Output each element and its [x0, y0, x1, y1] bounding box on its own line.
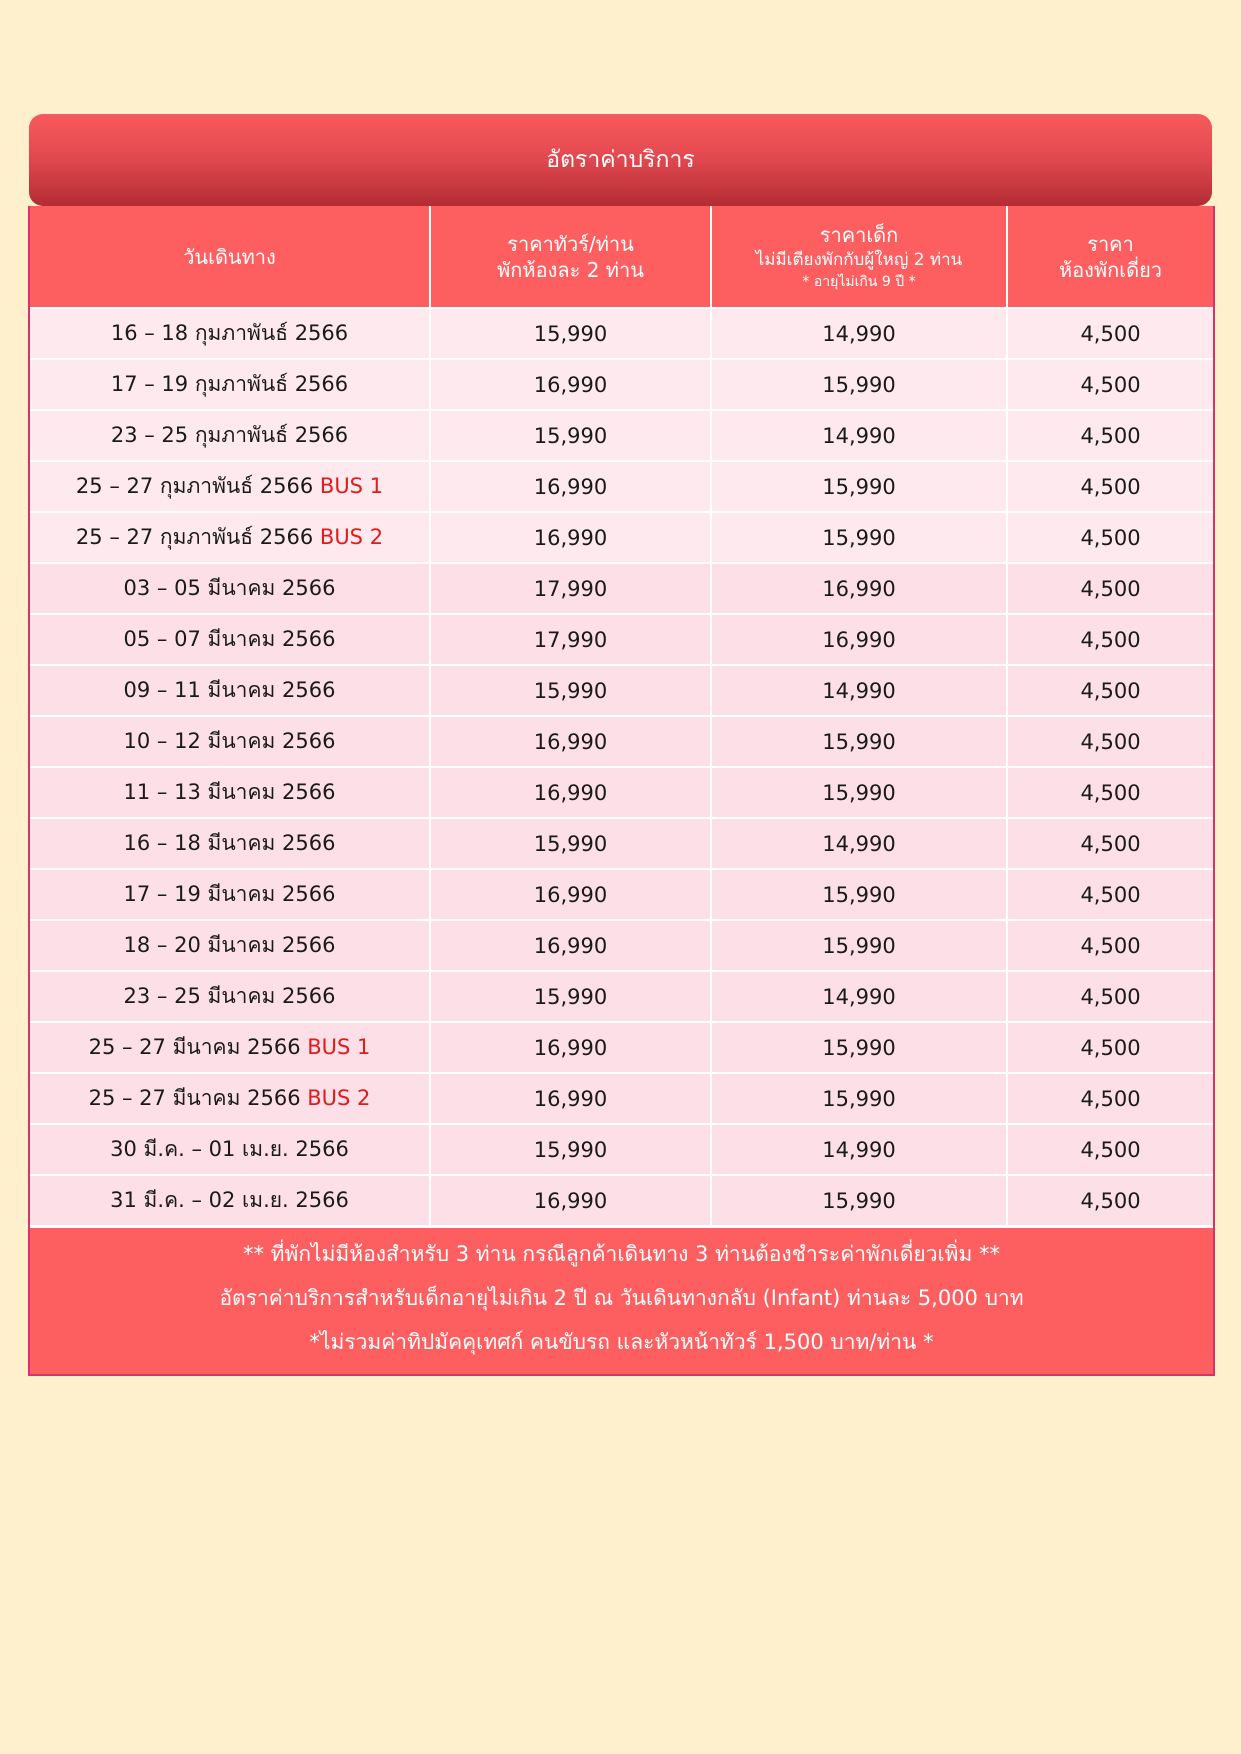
cell-single-room-price: 4,500: [1007, 869, 1213, 920]
cell-date: [30, 1073, 430, 1124]
cell-single-room-price: 4,500: [1007, 563, 1213, 614]
cell-date: [30, 410, 430, 461]
cell-adult-price: 16,990: [430, 767, 711, 818]
cell-adult-price: 16,990: [430, 512, 711, 563]
cell-single-room-price: 4,500: [1007, 461, 1213, 512]
table-row: [30, 512, 1213, 563]
cell-child-price: 14,990: [711, 308, 1007, 359]
cell-adult-price: 16,990: [430, 920, 711, 971]
travel-date: 25 – 27 กุมภาพันธ์ 2566: [75, 474, 314, 498]
cell-single-room-price: 4,500: [1007, 920, 1213, 971]
cell-date: [30, 716, 430, 767]
travel-date: 03 – 05 มีนาคม 2566: [123, 576, 336, 600]
cell-date: [30, 614, 430, 665]
travel-date: 25 – 27 มีนาคม 2566: [88, 1086, 301, 1110]
cell-date: [30, 971, 430, 1022]
cell-adult-price: 15,990: [430, 665, 711, 716]
table-row: [30, 665, 1213, 716]
travel-date: 16 – 18 มีนาคม 2566: [123, 831, 336, 855]
note-no-triple-room: ** ที่พักไม่มีห้องสำหรับ 3 ท่าน กรณีลูกค้าเดินทาง 3 ท่านต้องชำระค่าพักเดี่ยวเพิ่ม **: [242, 1242, 1001, 1266]
cell-child-price: 14,990: [711, 818, 1007, 869]
cell-single-room-price: 4,500: [1007, 1022, 1213, 1073]
travel-date: 25 – 27 มีนาคม 2566: [88, 1035, 301, 1059]
cell-date: [30, 1124, 430, 1175]
cell-date: [30, 767, 430, 818]
cell-child-price: 16,990: [711, 563, 1007, 614]
table-row: [30, 767, 1213, 818]
table-row: [30, 818, 1213, 869]
header-adult-price: [430, 206, 711, 308]
cell-single-room-price: 4,500: [1007, 512, 1213, 563]
note-tips-excluded: *ไม่รวมค่าทิปมัคคุเทศก์ คนขับรถ และหัวหน้าทัวร์ 1,500 บาท/ท่าน *: [309, 1330, 934, 1354]
cell-date: [30, 1175, 430, 1226]
cell-single-room-price: 4,500: [1007, 716, 1213, 767]
cell-date: [30, 308, 430, 359]
cell-date: [30, 359, 430, 410]
cell-adult-price: 16,990: [430, 1022, 711, 1073]
cell-child-price: 15,990: [711, 920, 1007, 971]
cell-child-price: 16,990: [711, 614, 1007, 665]
notes-footer: [30, 1227, 1213, 1374]
table-row: [30, 869, 1213, 920]
bus-label: BUS 1: [319, 474, 384, 498]
cell-adult-price: 17,990: [430, 614, 711, 665]
cell-single-room-price: 4,500: [1007, 1073, 1213, 1124]
header-date: [30, 206, 430, 308]
cell-child-price: 15,990: [711, 869, 1007, 920]
cell-child-price: 14,990: [711, 971, 1007, 1022]
bus-label: BUS 2: [307, 1086, 371, 1110]
cell-child-price: 14,990: [711, 665, 1007, 716]
cell-child-price: 14,990: [711, 1124, 1007, 1175]
travel-date: 09 – 11 มีนาคม 2566: [123, 678, 336, 702]
cell-adult-price: 15,990: [430, 308, 711, 359]
header-single-room: [1007, 206, 1213, 308]
header-adult-line2: พักห้องละ 2 ท่าน: [497, 257, 644, 282]
cell-date: [30, 665, 430, 716]
cell-child-price: 15,990: [711, 512, 1007, 563]
cell-adult-price: 16,990: [430, 869, 711, 920]
cell-date: [30, 1022, 430, 1073]
cell-single-room-price: 4,500: [1007, 818, 1213, 869]
header-child-line1: ราคาเด็ก: [819, 222, 899, 247]
bus-label: BUS 2: [319, 525, 384, 549]
travel-date: 05 – 07 มีนาคม 2566: [123, 627, 336, 651]
table-row: [30, 563, 1213, 614]
table-row: [30, 971, 1213, 1022]
table-row: [30, 1124, 1213, 1175]
cell-date: [30, 869, 430, 920]
cell-adult-price: 16,990: [430, 461, 711, 512]
cell-child-price: 15,990: [711, 359, 1007, 410]
price-table-title: อัตราค่าบริการ: [29, 114, 1212, 206]
travel-date: 31 มี.ค. – 02 เม.ย. 2566: [110, 1188, 349, 1212]
bus-label: BUS 1: [307, 1035, 371, 1059]
header-single-line2: ห้องพักเดี่ยว: [1058, 257, 1163, 282]
cell-adult-price: 16,990: [430, 1073, 711, 1124]
travel-date: 16 – 18 กุมภาพันธ์ 2566: [110, 321, 349, 345]
table-row: [30, 1175, 1213, 1226]
table-row: [30, 359, 1213, 410]
cell-date: [30, 563, 430, 614]
table-row: [30, 1073, 1213, 1124]
cell-child-price: 15,990: [711, 1022, 1007, 1073]
travel-date: 17 – 19 กุมภาพันธ์ 2566: [110, 372, 349, 396]
note-infant-price: อัตราค่าบริการสำหรับเด็กอายุไม่เกิน 2 ปี ณ วันเดินทางกลับ (Infant) ท่านละ 5,000 บาท: [219, 1286, 1024, 1310]
travel-date: 23 – 25 กุมภาพันธ์ 2566: [110, 423, 349, 447]
table-row: [30, 410, 1213, 461]
header-date-label: วันเดินทาง: [183, 244, 276, 269]
travel-date: 18 – 20 มีนาคม 2566: [123, 933, 336, 957]
cell-adult-price: 16,990: [430, 716, 711, 767]
cell-adult-price: 15,990: [430, 971, 711, 1022]
cell-child-price: 15,990: [711, 716, 1007, 767]
header-child-line2: ไม่มีเตียงพักกับผู้ใหญ่ 2 ท่าน: [755, 249, 963, 270]
cell-date: [30, 920, 430, 971]
travel-date: 23 – 25 มีนาคม 2566: [123, 984, 336, 1008]
travel-date: 11 – 13 มีนาคม 2566: [123, 780, 336, 804]
cell-single-room-price: 4,500: [1007, 308, 1213, 359]
cell-adult-price: 15,990: [430, 1124, 711, 1175]
cell-date: [30, 461, 430, 512]
table-header-row: [30, 206, 1213, 308]
table-row: [30, 461, 1213, 512]
cell-adult-price: 16,990: [430, 1175, 711, 1226]
cell-child-price: 14,990: [711, 410, 1007, 461]
header-adult-line1: ราคาทัวร์/ท่าน: [507, 231, 634, 256]
cell-adult-price: 15,990: [430, 410, 711, 461]
table-row: [30, 716, 1213, 767]
travel-date: 10 – 12 มีนาคม 2566: [123, 729, 336, 753]
cell-adult-price: 16,990: [430, 359, 711, 410]
cell-adult-price: 17,990: [430, 563, 711, 614]
cell-single-room-price: 4,500: [1007, 665, 1213, 716]
cell-single-room-price: 4,500: [1007, 614, 1213, 665]
price-rows: [30, 308, 1213, 1226]
table-row: [30, 1022, 1213, 1073]
travel-date: 30 มี.ค. – 01 เม.ย. 2566: [110, 1137, 349, 1161]
cell-child-price: 15,990: [711, 767, 1007, 818]
header-child-line3: * อายุไม่เกิน 9 ปี *: [802, 273, 916, 290]
header-single-line1: ราคา: [1087, 231, 1134, 256]
price-table: [28, 206, 1215, 1376]
header-child-price: [711, 206, 1007, 308]
cell-child-price: 15,990: [711, 461, 1007, 512]
cell-single-room-price: 4,500: [1007, 971, 1213, 1022]
cell-single-room-price: 4,500: [1007, 410, 1213, 461]
table-row: [30, 920, 1213, 971]
travel-date: 25 – 27 กุมภาพันธ์ 2566: [75, 525, 314, 549]
table-row: [30, 308, 1213, 359]
cell-single-room-price: 4,500: [1007, 1175, 1213, 1226]
cell-single-room-price: 4,500: [1007, 1124, 1213, 1175]
cell-date: [30, 512, 430, 563]
cell-date: [30, 818, 430, 869]
table-row: [30, 614, 1213, 665]
travel-date: 17 – 19 มีนาคม 2566: [123, 882, 336, 906]
cell-single-room-price: 4,500: [1007, 767, 1213, 818]
cell-adult-price: 15,990: [430, 818, 711, 869]
cell-child-price: 15,990: [711, 1073, 1007, 1124]
cell-single-room-price: 4,500: [1007, 359, 1213, 410]
cell-child-price: 15,990: [711, 1175, 1007, 1226]
